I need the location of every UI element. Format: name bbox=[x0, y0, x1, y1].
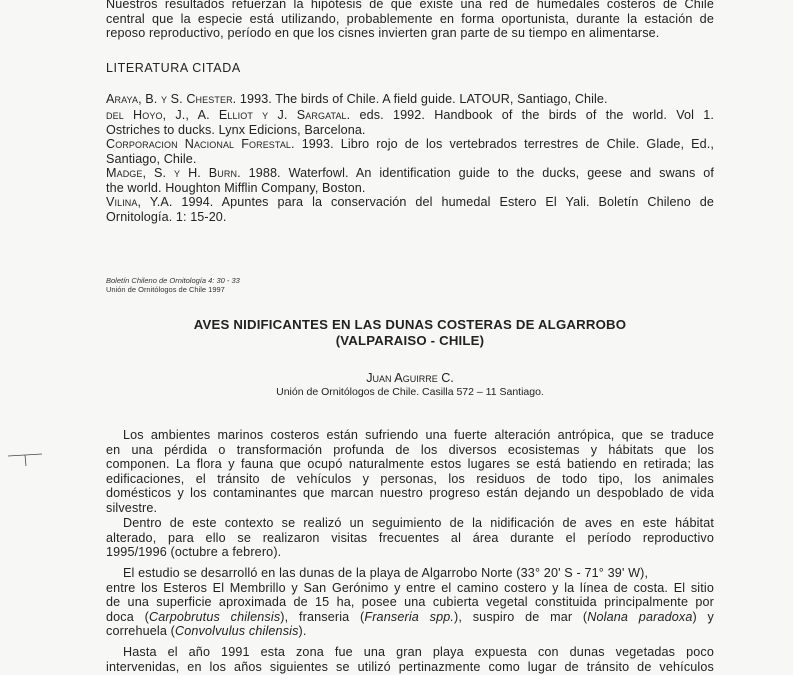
body-paragraph bbox=[106, 516, 714, 560]
reference-text: 1993. Libro rojo de los vertebrados terrestres de Chile. Glade, Ed., bbox=[294, 137, 714, 151]
species-name: Carpobrutus chilensis bbox=[148, 609, 281, 624]
article-title-line: (VALPARAISO - CHILE) bbox=[335, 333, 485, 348]
article-author: Juan Aguirre C. bbox=[366, 371, 454, 385]
body-line bbox=[106, 624, 714, 639]
reference-text: 1994. Apuntes para la conservación del humedal Estero El Yali. Boletín Chileno de bbox=[172, 195, 714, 209]
body-text: ). bbox=[298, 624, 307, 639]
reference-continuation: Ornitología. 1: 15-20. bbox=[106, 209, 227, 224]
body-line: domésticos y los contaminantes que marcan nuestro progreso están dejando un despoblado de vida bbox=[106, 486, 714, 501]
body-line: El estudio se desarrolló en las dunas de la playa de Algarrobo Norte (33° 20' S - 71° 39' W), bbox=[123, 566, 649, 580]
body-line: Hasta el año 1991 esta zona fue una gran playa expuesta con dunas vegetadas poco bbox=[123, 645, 714, 659]
body-line bbox=[106, 610, 714, 625]
reference-entry bbox=[106, 92, 714, 107]
body-paragraph bbox=[106, 566, 714, 639]
journal-citation: Boletín Chileno de Ornitología 4: 30 - 33 bbox=[106, 276, 240, 285]
reference-authors: Corporacion Nacional Forestal. bbox=[106, 137, 295, 151]
reference-continuation: the world. Houghton Mifflin Company, Boston. bbox=[106, 180, 366, 195]
literature-heading: LITERATURA CITADA bbox=[106, 61, 241, 75]
body-line: componen. La flora y fauna que ocupó naturalmente estos lugares se está batiendo en retirada; las bbox=[106, 457, 714, 472]
species-name: Nolana paradoxa bbox=[587, 609, 693, 624]
article-title bbox=[106, 317, 714, 349]
reference-continuation: Ostriches to ducks. Lynx Edicions, Barcelona. bbox=[106, 122, 366, 137]
body-line: alterado, para ello se realizaron visitas frecuentes al área durante el período reproductivo bbox=[106, 530, 714, 545]
body-text: ) y bbox=[692, 609, 715, 624]
body-line: Dentro de este contexto se realizó un seguimiento de la nidificación de aves en este hábitat bbox=[123, 516, 714, 530]
reference-text: eds. 1992. Handbook of the birds of the world. Vol 1. bbox=[350, 108, 714, 122]
body-text: correhuela ( bbox=[106, 624, 175, 639]
intro-line: Nuestros resultados refuerzan la hipótesis de que existe una red de humedales costeros de Chile bbox=[106, 0, 714, 11]
reference-authors: del Hoyo, J., A. Elliot y J. Sargatal. bbox=[106, 108, 351, 122]
intro-line: reposo reproductivo, período en que los cisnes invierten gran parte de su tiempo en alimentarse. bbox=[106, 26, 660, 41]
body-text: ), franseria ( bbox=[280, 609, 365, 624]
journal-publisher: Unión de Ornitólogos de Chile 1997 bbox=[106, 285, 225, 294]
body-paragraph bbox=[106, 428, 714, 516]
reference-continuation: Santiago, Chile. bbox=[106, 151, 197, 166]
article-title-line: AVES NIDIFICANTES EN LAS DUNAS COSTERAS DE ALGARROBO bbox=[193, 317, 627, 332]
reference-authors: Vilina, Y.A. bbox=[106, 195, 173, 209]
reference-text: 1988. Waterfowl. An identification guide to the ducks, geese and swans of bbox=[240, 166, 714, 180]
species-name: Franseria spp. bbox=[364, 609, 455, 624]
intro-paragraph bbox=[106, 0, 714, 41]
body-text: doca ( bbox=[106, 609, 149, 624]
body-line: entre los Esteros El Membrillo y San Gerónimo y entre el camino costero y la línea de costa. El sitio bbox=[106, 580, 714, 595]
body-text: ), suspiro de mar ( bbox=[454, 609, 588, 624]
pen-mark-icon bbox=[6, 453, 46, 467]
body-line: de una superficie aproximada de 15 ha, posee una cubierta vegetal constituida principalmente por bbox=[106, 595, 714, 610]
reference-entry bbox=[106, 195, 714, 224]
reference-entry bbox=[106, 166, 714, 195]
article-affiliation: Unión de Ornitólogos de Chile. Casilla 572 – 11 Santiago. bbox=[276, 386, 544, 398]
body-line: Los ambientes marinos costeros están sufriendo una fuerte alteración antrópica, que se traduce bbox=[123, 428, 714, 442]
body-line: en una pérdida o transformación profunda de los diversos ecosistemas y hábitats que los bbox=[106, 442, 714, 457]
body-line: edificaciones, el tránsito de vehículos y personas, los residuos de todo tipo, los animales bbox=[106, 471, 714, 486]
species-name: Convolvulus chilensis bbox=[175, 624, 299, 639]
reference-authors: Araya, B. y S. Chester. bbox=[106, 92, 237, 106]
reference-entry bbox=[106, 137, 714, 166]
body-line: silvestre. bbox=[106, 500, 158, 515]
reference-authors: Madge, S. y H. Burn. bbox=[106, 166, 241, 180]
journal-info bbox=[106, 276, 240, 294]
body-paragraph bbox=[106, 645, 714, 674]
reference-text: 1993. The birds of Chile. A field guide. LATOUR, Santiago, Chile. bbox=[236, 92, 608, 106]
body-line: intervenidas, en los años siguientes se utilizó pertinazmente como lugar de tránsito de vehículos bbox=[106, 659, 714, 674]
reference-entry bbox=[106, 108, 714, 137]
intro-line: central que la especie está utilizando, probablemente en forma oportunista, durante la estación de bbox=[106, 11, 714, 26]
body-line: 1995/1996 (octubre a febrero). bbox=[106, 545, 282, 560]
